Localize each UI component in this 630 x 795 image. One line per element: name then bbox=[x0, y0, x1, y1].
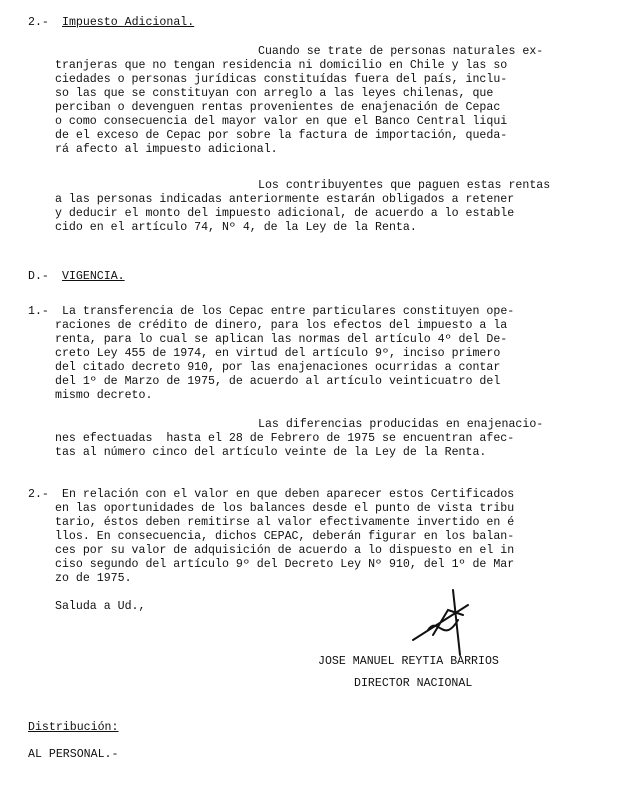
paragraph-line: Los contribuyentes que paguen estas rentas bbox=[258, 179, 551, 192]
paragraph-line: y deducir el monto del impuesto adicional, de acuerdo a lo estable bbox=[55, 207, 515, 220]
paragraph-line: Las diferencias producidas en enajenacio- bbox=[258, 418, 544, 431]
paragraph-line: Cuando se trate de personas naturales ex- bbox=[258, 45, 544, 58]
paragraph-line: ciso segundo del artículo 9º del Decreto Ley Nº 910, del 1º de Mar bbox=[55, 558, 515, 571]
handwritten-signature bbox=[408, 585, 478, 660]
paragraph-line: tario, éstos deben remitirse al valor efectivamente invertido en é bbox=[55, 516, 515, 529]
distribution-recipient: AL PERSONAL.- bbox=[28, 748, 119, 761]
signatory-title: DIRECTOR NACIONAL bbox=[354, 677, 473, 690]
paragraph-line: llos. En consecuencia, dichos CEPAC, deberán figurar en los balan- bbox=[55, 530, 515, 543]
paragraph-line: de el exceso de Cepac por sobre la factura de importación, queda- bbox=[55, 129, 508, 142]
closing-salutation: Saluda a Ud., bbox=[55, 600, 146, 613]
paragraph-line: ciedades o personas jurídicas constituídas fuera del país, inclu- bbox=[55, 73, 508, 86]
paragraph-line: tas al número cinco del artículo veinte de la Ley de la Renta. bbox=[55, 446, 487, 459]
paragraph-line: nes efectuadas hasta el 28 de Febrero de 1975 se encuentran afec- bbox=[55, 432, 515, 445]
paragraph-line: En relación con el valor en que deben aparecer estos Certificados bbox=[62, 488, 515, 501]
paragraph-line: raciones de crédito de dinero, para los efectos del impuesto a la bbox=[55, 319, 508, 332]
item-number: 1.- bbox=[28, 305, 49, 318]
paragraph-line: a las personas indicadas anteriormente estarán obligados a retener bbox=[55, 193, 515, 206]
paragraph-line: mismo decreto. bbox=[55, 389, 153, 402]
paragraph-line: rá afecto al impuesto adicional. bbox=[55, 143, 278, 156]
paragraph-line: tranjeras que no tengan residencia ni domicilio en Chile y las so bbox=[55, 59, 508, 72]
signature-stroke-icon bbox=[408, 585, 478, 660]
paragraph-line: so las que se constituyan con arreglo a las leyes chilenas, que bbox=[55, 87, 494, 100]
paragraph-line: ces por su valor de adquisición de acuerdo a lo dispuesto en el in bbox=[55, 544, 515, 557]
paragraph-line: creto Ley 455 de 1974, en virtud del artículo 9º, inciso primero bbox=[55, 347, 501, 360]
item-number: 2.- bbox=[28, 488, 49, 501]
section-heading: VIGENCIA. bbox=[62, 270, 125, 283]
paragraph-line: renta, para lo cual se aplican las normas del artículo 4º del De- bbox=[55, 333, 508, 346]
paragraph-line: del citado decreto 910, por las enajenaciones ocurridas a contar bbox=[55, 361, 501, 374]
distribution-label: Distribución: bbox=[28, 721, 119, 734]
paragraph-line: o como consecuencia del mayor valor en que el Banco Central liqui bbox=[55, 115, 508, 128]
section-heading: Impuesto Adicional. bbox=[62, 16, 195, 29]
paragraph-line: perciban o devenguen rentas provenientes de enajenación de Cepac bbox=[55, 101, 501, 114]
section-number: 2.- bbox=[28, 16, 49, 29]
paragraph-line: en las oportunidades de los balances desde el punto de vista tribu bbox=[55, 502, 515, 515]
paragraph-line: del 1º de Marzo de 1975, de acuerdo al artículo veinticuatro del bbox=[55, 375, 501, 388]
section-letter: D.- bbox=[28, 270, 49, 283]
paragraph-line: zo de 1975. bbox=[55, 572, 132, 585]
paragraph-line: cido en el artículo 74, Nº 4, de la Ley de la Renta. bbox=[55, 221, 417, 234]
paragraph-line: La transferencia de los Cepac entre particulares constituyen ope- bbox=[62, 305, 515, 318]
signatory-name: JOSE MANUEL REYTIA BARRIOS bbox=[318, 655, 499, 668]
